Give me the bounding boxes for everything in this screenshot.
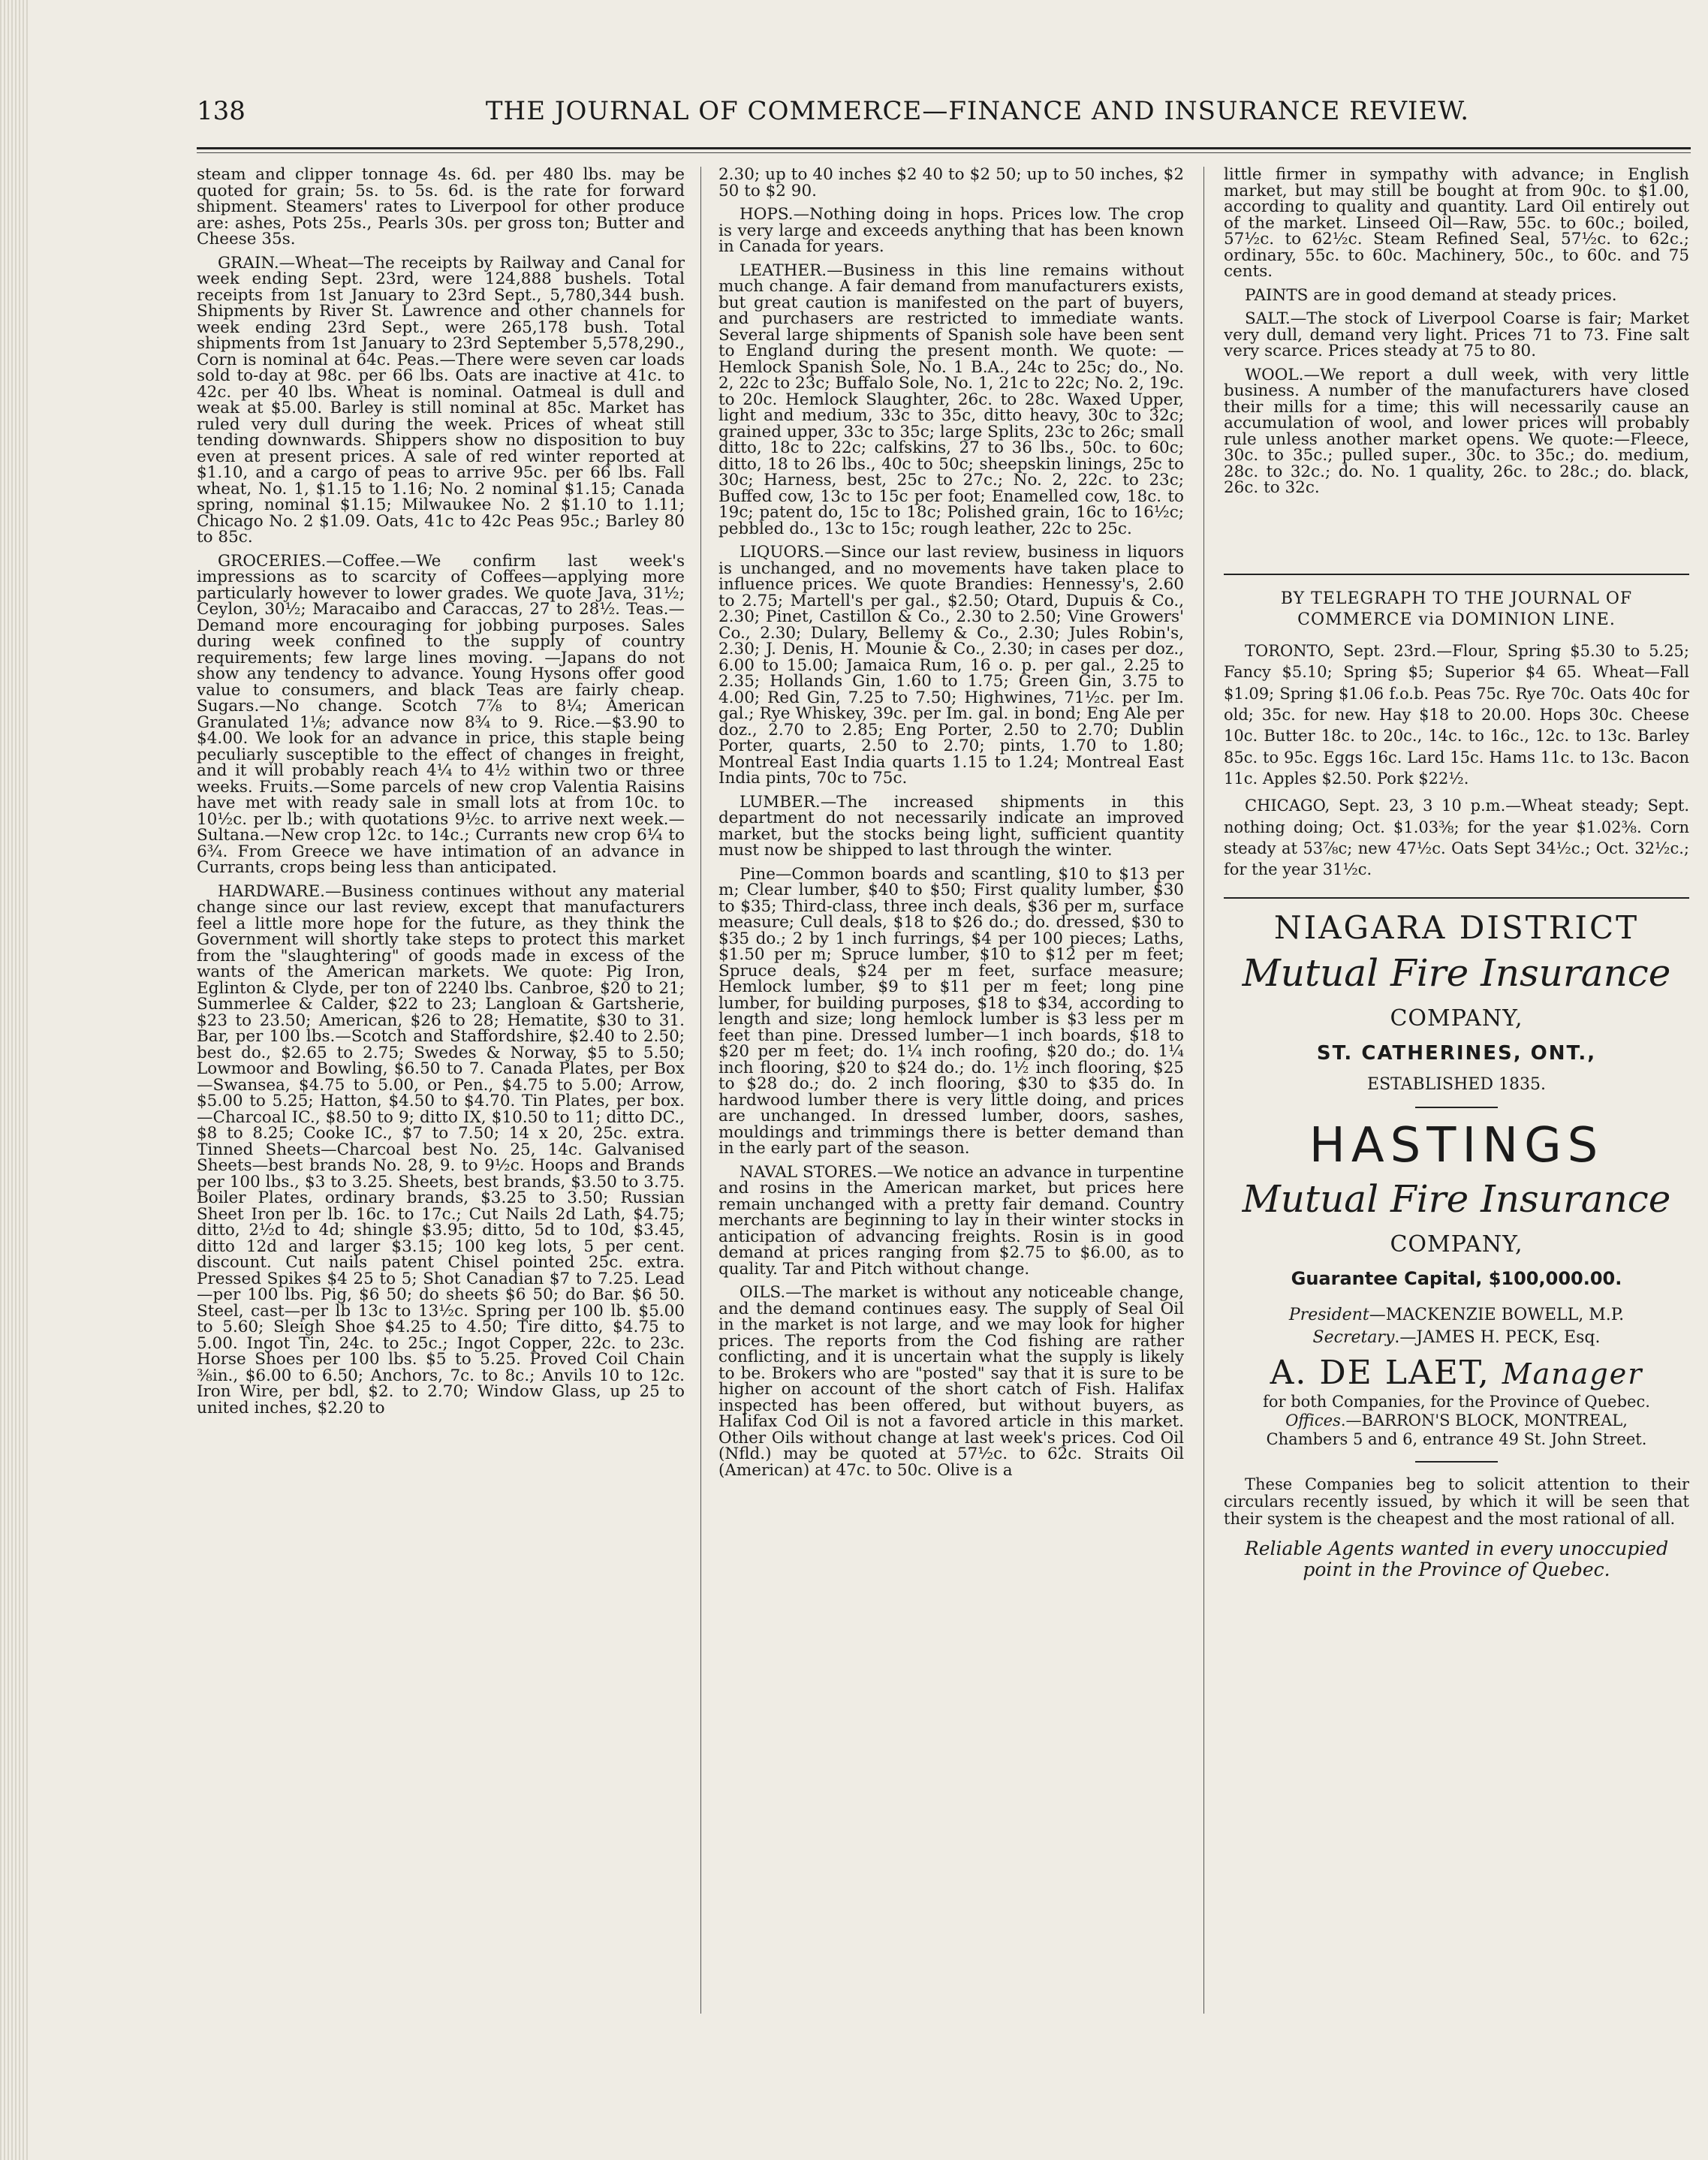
column-1 [197, 167, 685, 2014]
manager-title: Manager [1502, 1357, 1643, 1390]
ad-location: ST. CATHERINES, ONT., [1316, 1041, 1597, 1065]
ad-manager-scope: for both Companies, for the Province of Quebec. [1263, 1392, 1650, 1411]
paragraph-pine: Pine—Common boards and scantling, $10 to $13 per m; Clear lumber, $40 to $50; First quality lumber, $30 to $35; Third-class, three inch deals, $36 per m, surface measure; Cull deals, $18 to $26 do.; do. dressed, $30 to $35 do.; 2 by 1 inch furrings, $4 per 100 pieces; Laths, $1.50 per m; Spruce lumber, $10 to $12 per m feet; Spruce deals, $24 per m feet, surface measure; Hemlock lumber, $9 to $11 per m feet; long pine lumber, for building purposes, $18 to $34, according to length and size; long hemlock lumber is $3 less per m feet than pine. Dressed lumber—1 inch boards, $18 to $20 per m feet; do. 1¼ inch roofing, $20 do.; do. 1¼ inch flooring, $20 to $24 do.; do. 1½ inch flooring, $25 to $28 do.; do. 2 inch flooring, $30 to $35 do. In hardwood lumber there is very little doing, and prices are unchanged. In dressed lumber, doors, sashes, mouldings and trimmings there is better demand than in the early part of the season. [718, 864, 1184, 1158]
section-rule [1224, 897, 1689, 899]
header-rule [197, 147, 1691, 149]
paragraph-lumber: LUMBER.—The increased shipments in this department do not necessarily indicate an improved market, but the stocks being light, sufficient quantity must now be shipped to last through the winter. [718, 792, 1184, 860]
paragraph-wool: WOOL.—We report a dull week, with very little business. A number of the manufacturers have closed their mills for a time; this will necessarily cause an accumulation of wool, and lower prices will probably rule unless another market opens. We quote:—Fleece, 30c. to 35c.; pulled super., 30c. to 35c.; do. medium, 28c. to 32c.; do. No. 1 quality, 26c. to 28c.; do. black, 26c. to 32c. [1224, 365, 1689, 497]
running-title: THE JOURNAL OF COMMERCE—FINANCE AND INSURANCE REVIEW. [485, 96, 1470, 126]
column-2 [718, 167, 1184, 2014]
paragraph-hardware: HARDWARE.—Business continues without any material change since our last review, except that manufacturers feel a little more hope for the future, as they think the Government will shortly take steps to protect this market from the "slaughtering" of goods made in excess of the wants of the American markets. We quote: Pig Iron, Eglinton & Clyde, per ton of 2240 lbs. Canbroe, $20 to 21; Summerlee & Calder, $22 to 23; Langloan & Gartsherie, $23 to 23.50; American, $26 to 28; Hematite, $30 to 31. Bar, per 100 lbs.—Scotch and Staffordshire, $2.40 to 2.50; best do., $2.65 to 2.75; Swedes & Norway, $5 to 5.50; Lowmoor and Bowling, $6.50 to 7. Canada Plates, per Box—Swansea, $4.75 to 5.00, or Pen., $4.75 to 5.00; Arrow, $5.00 to 5.25; Hatton, $4.50 to $4.70. Tin Plates, per box.—Charcoal IC., $8.50 to 9; ditto IX, $10.50 to 11; ditto DC., $8 to 8.25; Cooke IC., $7 to 7.50; 14 x 20, 25c. extra. Tinned Sheets—Charcoal best No. 25, 14c. Galvanised Sheets—best brands No. 28, 9. to 9½c. Hoops and Brands per 100 lbs., $3 to 3.25. Sheets, best brands, $3.50 to 3.75. Boiler Plates, ordinary brands, $3.25 to 3.50; Russian Sheet Iron per lb. 16c. to 17c.; Cut Nails 2d Lath, $4.75; ditto, 2½d to 4d; shingle $3.95; ditto, 5d to 10d, $3.45, ditto 12d and larger $3.15; 100 keg lots, 5 per cent. discount. Cut nails patent Chisel pointed 25c. extra. Pressed Spikes $4 25 to 5; Shot Canadian $7 to 7.25. Lead—per 100 lbs. Pig, $6 50; do sheets $6 50; do Bar. $6 50. Steel, cast—per lb 13c to 13½c. Spring per 100 lb. $5.00 to 5.60; Sleigh Shoe $4.25 to 4.50; Tire ditto, $4.75 to 5.00. Ingot Tin, 24c. to 25c.; Ingot Copper, 22c. to 23c. Horse Shoes per 100 lbs. $5 to 5.25. Proved Coil Chain ⅜in., $6.00 to 6.50; Anchors, 7c. to 8c.; Anvils 10 to 12c. Iron Wire, per bdl, $2. to 2.70; Window Glass, up 25 to united inches, $2.20 to [197, 881, 685, 1417]
telegraph-section [1224, 589, 1689, 881]
president-value: —MACKENZIE BOWELL, M.P. [1369, 1305, 1625, 1324]
ad-niagara-title: NIAGARA DISTRICT [1273, 908, 1640, 946]
paragraph-naval-stores: NAVAL STORES.—We notice an advance in turpentine and rosins in the American market, but prices here remain unchanged with a pretty fair demand. Country merchants are beginning to lay in their winter stocks in anticipation of advancing freights. Rosin is in good demand at prices ranging from $2.75 to $6.00, as to quality. Tar and Pitch without change. [718, 1162, 1184, 1279]
page-number: 138 [197, 96, 246, 126]
column-divider [1203, 167, 1204, 2014]
page-header [197, 96, 1691, 141]
scan-edge [0, 0, 30, 2160]
column-divider [700, 167, 701, 2014]
paragraph-grain: GRAIN.—Wheat—The receipts by Railway and Canal for week ending Sept. 23rd, were 124,888 bushels. Total receipts from 1st January to 23rd Sept., 5,780,344 bush. Shipments by River St. Lawrence and other channels for week ending 23rd Sept., were 265,178 bush. Total shipments from 1st January to 23rd September 5,578,290., Corn is nominal at 64c. Peas.—There were seven car loads sold to-day at 98c. per 66 lbs. Oats are inactive at 41c. to 42c. per 40 lbs. Wheat is nominal. Oatmeal is dull and weak at $5.00. Barley is still nominal at 85c. Market has ruled very dull during the week. Prices of wheat still tending downwards. Shippers show no disposition to buy even at present prices. A sale of red winter reported at $1.10, and a cargo of peas to arrive 95c. per 66 lbs. Fall wheat, No. 1, $1.15 to 1.16; No. 2 nominal $1.15; Canada spring, nominal $1.15; Milwaukee No. 2 $1.10 to 1.11; Chicago No. 2 $1.09. Oats, 41c to 42c Peas 95c.; Barley 80 to 85c. [197, 253, 685, 547]
telegraph-chicago: CHICAGO, Sept. 23, 3 10 p.m.—Wheat steady; Sept. nothing doing; Oct. $1.03⅜; for the year $1.02⅜. Corn steady at 53⅞c; new 47½c. Oats Sept 34½c.; Oct. 32½c.; for the year 31½c. [1224, 797, 1689, 879]
ad-guarantee: Guarantee Capital, $100,000.00. [1291, 1267, 1622, 1289]
offices-value: .—BARRON'S BLOCK, MONTREAL, [1340, 1411, 1628, 1429]
market-report-continued [1224, 167, 1689, 557]
ad-company: COMPANY, [1390, 1231, 1523, 1258]
ad-offices [1224, 1413, 1689, 1429]
manager-name: A. DE LAET, [1270, 1353, 1490, 1392]
telegraph-toronto: TORONTO, Sept. 23rd.—Flour, Spring $5.30 to 5.25; Fancy $5.10; Spring $5; Superior $4 65. Wheat—Fall $1.09; Spring $1.06 f.o.b. Peas 75c. Rye 70c. Oats 40c for old; 35c. for new. Hay $18 to 20.00. Hops 30c. Cheese 10c. Butter 18c. to 20c., 14c. to 16c., 12c. to 13c. Barley 85c. to 95c. Eggs 16c. Lard 15c. Hams 11c. to 13c. Bacon 11c. Apples $2.50. Pork $22½. [1224, 642, 1689, 788]
paragraph: little firmer in sympathy with advance; in English market, but may still be bought at from 90c. to $1.00, according to quality and quantity. Lard Oil entirely out of the market. Linseed Oil—Raw, 55c. to 60c.; boiled, 57½c. to 62½c. Steam Refined Seal, 57½c. to 62c.; ordinary, 55c. to 60c. Machinery, 50c., to 60c. and 75 cents. [1224, 167, 1689, 281]
paragraph: 2.30; up to 40 inches $2 40 to $2 50; up to 50 inches, $2 50 to $2 90. [718, 167, 1184, 200]
ad-agents: Reliable Agents wanted in every unoccupied point in the Province of Quebec. [1244, 1538, 1669, 1580]
paragraph-leather: LEATHER.—Business in this line remains without much change. A fair demand from manufacturers exists, but great caution is manifested on the part of buyers, and purchasers are restricted to immediate wants. Several large shipments of Spanish sole have been sent to England during the present month. We quote: —Hemlock Spanish Sole, No. 1 B.A., 24c to 25c; do., No. 2, 22c to 23c; Buffalo Sole, No. 1, 21c to 22c; No. 2, 19c. to 20c. Hemlock Slaughter, 26c. to 28c. Waxed Upper, light and medium, 33c to 35c, ditto heavy, 30c to 32c; grained upper, 33c to 35c; large Splits, 23c to 26c; small ditto, 18c to 22c; calfskins, 27 to 36 lbs., 50c. to 60c; ditto, 18 to 26 lbs., 40c to 50c; sheepskin linings, 25c to 30c; Harness, best, 25c to 27c.; No. 2, 22c. to 23c; Buffed cow, 13c to 15c per foot; Enamelled cow, 18c. to 19c; patent do, 15c to 18c; Polished grain, 16c to 16½c; pebbled do., 13c to 15c; rough leather, 22c to 25c. [718, 261, 1184, 538]
ad-hastings-title: HASTINGS [1309, 1117, 1604, 1173]
paragraph-groceries: GROCERIES.—Coffee.—We confirm last week's impressions as to scarcity of Coffees—applying more particularly however to lower grades. We quote Java, 31½; Ceylon, 30½; Maracaibo and Caraccas, 27 to 28½. Teas.—Demand more encouraging for jobbing purposes. Sales during week confined to the supply of country requirements; few large lines moving. —Japans do not show any tendency to advance. Young Hysons offer good value to consumers, and black Teas are fairly cheap. Sugars.—No change. Scotch 7⅞ to 8¼; American Granulated 1⅛; advance now 8¾ to 9. Rice.—$3.90 to $4.00. We look for an advance in price, this staple being peculiarly susceptible to the effect of changes in freight, and it will probably reach 4¼ to 4½ within two or three weeks. Fruits.—Some parcels of new crop Valentia Raisins have met with ready sale in small lots at from 10c. to 10½c. per lb.; with quotations 9½c. to arrive next week.—Sultana.—New crop 12c. to 14c.; Currants new crop 6¼ to 6¾. From Greece we have intimation of an advance in Currants, crops being less than anticipated. [197, 551, 685, 877]
paragraph-liquors: LIQUORS.—Since our last review, business in liquors is unchanged, and no movements have taken place to influence prices. We quote Brandies: Hennessy's, 2.60 to 2.75; Martell's per gal., $2.50; Otard, Dupuis & Co., 2.30; Pinet, Castillon & Co., 2.30 to 2.50; Vine Growers' Co., 2.30; Dulary, Bellemy & Co., 2.30; Jules Robin's, 2.30; J. Denis, H. Mounie & Co., 2.30; in cases per doz., 6.00 to 15.00; Jamaica Rum, 16 o. p. per gal., 2.25 to 2.35; Hollands Gin, 1.60 to 1.75; Green Gin, 3.75 to 4.00; Red Gin, 7.25 to 7.50; Highwines, 71½c. per Im. gal.; Rye Whiskey, 39c. per Im. gal. in bond; Eng Ale per doz., 2.70 to 2.85; Eng Porter, 2.50 to 2.70; Dublin Porter, quarts, 2.50 to 2.70; pints, 1.70 to 1.80; Montreal East India quarts 1.15 to 1.24; Montreal East India pints, 70c to 75c. [718, 543, 1184, 788]
paragraph: steam and clipper tonnage 4s. 6d. per 480 lbs. may be quoted for grain; 5s. to 5s. 6d. is the rate for forward shipment. Steamers' rates to Liverpool for other produce are: ashes, Pots 25s., Pearls 30s. per gross ton; Butter and Cheese 35s. [197, 167, 685, 249]
section-rule [1224, 574, 1689, 575]
ad-rule [1415, 1461, 1498, 1463]
ad-secretary [1224, 1327, 1689, 1347]
ad-hastings-script: Mutual Fire Insurance [1242, 1176, 1671, 1221]
ad-rule [1415, 1107, 1498, 1108]
ad-manager [1224, 1353, 1689, 1392]
ad-chambers: Chambers 5 and 6, entrance 49 St. John Street. [1266, 1429, 1647, 1448]
paragraph-hops: HOPS.—Nothing doing in hops. Prices low. The crop is very large and exceeds anything that has been known in Canada for years. [718, 205, 1184, 256]
paragraph-oils: OILS.—The market is without any noticeable change, and the demand continues easy. The supply of Seal Oil in the market is not large, and we may look for higher prices. The reports from the Cod fishing are rather conflicting, and it is uncertain what the supply is likely to be. Brokers who are "posted" say that it is sure to be higher on account of the short catch of Fish. Halifax inspected has been offered, but without buyers, as Halifax Cod Oil is not a favored article in this market. Other Oils without change at last week's prices. Cod Oil (Nfld.) may be quoted at 57½c. to 62c. Straits Oil (American) at 47c. to 50c. Olive is a [718, 1283, 1184, 1480]
column-3 [1224, 167, 1689, 2014]
ad-company: COMPANY, [1390, 1005, 1523, 1032]
ad-notice: These Companies beg to solicit attention to their circulars recently issued, by which it will be seen that their system is the cheapest and the most rational of all. [1224, 1475, 1689, 1528]
ad-president [1224, 1307, 1689, 1324]
secretary-value: .—JAMES H. PECK, Esq. [1394, 1327, 1601, 1347]
secretary-label: Secretary [1312, 1327, 1395, 1347]
ad-established: ESTABLISHED 1835. [1367, 1074, 1546, 1094]
ad-niagara-script: Mutual Fire Insurance [1242, 950, 1671, 995]
offices-label: Offices [1285, 1411, 1341, 1429]
insurance-advertisement [1224, 908, 1689, 1580]
telegraph-title: BY TELEGRAPH TO THE JOURNAL OF COMMERCE via DOMINION LINE. [1280, 589, 1633, 629]
paragraph-paints: PAINTS are in good demand at steady prices. [1245, 285, 1617, 305]
president-label: President [1288, 1305, 1369, 1324]
header-rule-thin [197, 152, 1691, 153]
paragraph-salt: SALT.—The stock of Liverpool Coarse is fair; Market very dull, demand very light. Prices 71 to 73. Fine salt very scarce. Prices steady at 75 to 80. [1224, 309, 1689, 360]
